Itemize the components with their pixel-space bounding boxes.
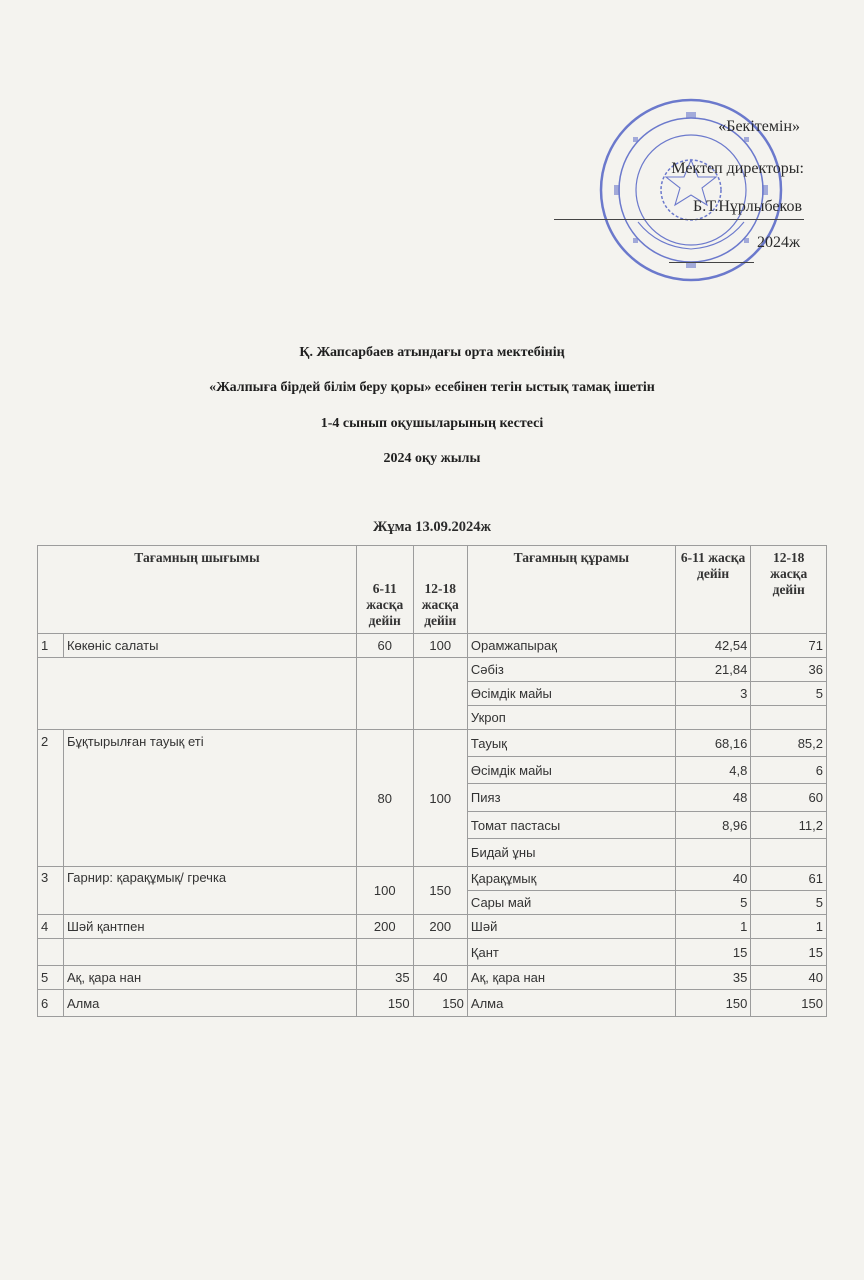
ingredient-name: Қант [467, 939, 675, 966]
signature-line [554, 219, 804, 220]
table-row [38, 966, 827, 990]
header-age-12-18-composition: 12-18 жасқа дейін [751, 546, 827, 634]
ingredient-name: Өсімдік майы [467, 682, 675, 706]
empty-cell [356, 658, 413, 730]
ingredient-12-18: 71 [751, 634, 827, 658]
ingredient-12-18: 150 [751, 990, 827, 1017]
header-composition: Тағамның құрамы [467, 546, 675, 634]
table-row [38, 634, 827, 658]
table-row [38, 990, 827, 1017]
dish-yield-6-11: 35 [356, 966, 413, 990]
row-number: 2 [38, 730, 64, 867]
ingredient-6-11 [675, 706, 751, 730]
ingredient-12-18: 85,2 [751, 730, 827, 757]
approval-title: «Бекітемін» [718, 118, 800, 135]
ingredient-12-18: 5 [751, 891, 827, 915]
row-number: 1 [38, 634, 64, 658]
table-header-row [38, 546, 827, 634]
dish-name: Шәй қантпен [63, 915, 356, 939]
dish-yield-12-18: 100 [413, 634, 467, 658]
table-row [38, 915, 827, 939]
ingredient-6-11: 42,54 [675, 634, 751, 658]
ingredient-name: Алма [467, 990, 675, 1017]
dish-name: Алма [63, 990, 356, 1017]
ingredient-name: Сәбіз [467, 658, 675, 682]
dish-yield-12-18: 150 [413, 867, 467, 915]
empty-cell [63, 939, 356, 966]
ingredient-12-18: 15 [751, 939, 827, 966]
fund-heading: «Жалпыға бірдей білім беру қоры» есебінен тегін ыстық тамақ ішетін [209, 380, 655, 395]
empty-cell [413, 658, 467, 730]
ingredient-name: Укроп [467, 706, 675, 730]
ingredient-6-11: 8,96 [675, 812, 751, 839]
empty-cell [356, 939, 413, 966]
dish-name: Ақ, қара нан [63, 966, 356, 990]
dish-yield-12-18: 100 [413, 730, 467, 867]
header-age-6-11-composition: 6-11 жасқа дейін [675, 546, 751, 634]
dish-name: Гарнир: қарақұмық/ гречка [63, 867, 356, 915]
ingredient-6-11: 35 [675, 966, 751, 990]
ingredient-12-18 [751, 839, 827, 867]
director-label: Мектеп директоры: [671, 160, 804, 177]
empty-cell [38, 658, 357, 730]
ingredient-12-18: 11,2 [751, 812, 827, 839]
dish-yield-12-18: 150 [413, 990, 467, 1017]
ingredient-6-11: 5 [675, 891, 751, 915]
dish-yield-12-18: 200 [413, 915, 467, 939]
ingredient-6-11: 21,84 [675, 658, 751, 682]
row-number: 4 [38, 915, 64, 939]
ingredient-name: Сары май [467, 891, 675, 915]
ingredient-name: Шәй [467, 915, 675, 939]
ingredient-name: Орамжапырақ [467, 634, 675, 658]
ingredient-name: Пияз [467, 784, 675, 812]
empty-cell [38, 939, 64, 966]
ingredient-12-18: 60 [751, 784, 827, 812]
ingredient-12-18: 6 [751, 757, 827, 784]
dish-yield-6-11: 80 [356, 730, 413, 867]
grades-heading: 1-4 сынып оқушыларының кестесі [320, 416, 544, 431]
ingredient-6-11: 68,16 [675, 730, 751, 757]
year-heading: 2024 оқу жылы [383, 451, 481, 466]
ingredient-name: Томат пастасы [467, 812, 675, 839]
ingredient-12-18: 1 [751, 915, 827, 939]
ingredient-name: Қарақұмық [467, 867, 675, 891]
table-row [38, 658, 827, 682]
director-name: Б.Т.Нұрлыбеков [693, 198, 802, 215]
ingredient-6-11: 40 [675, 867, 751, 891]
approval-year: 2024ж [756, 234, 800, 251]
dish-name: Бұқтырылған тауық еті [63, 730, 356, 867]
ingredient-12-18: 40 [751, 966, 827, 990]
menu-table [37, 545, 827, 1017]
ingredient-name: Тауық [467, 730, 675, 757]
ingredient-6-11: 3 [675, 682, 751, 706]
ingredient-6-11: 150 [675, 990, 751, 1017]
row-number: 5 [38, 966, 64, 990]
row-number: 3 [38, 867, 64, 915]
dish-name: Көкөніс салаты [63, 634, 356, 658]
dish-yield-6-11: 60 [356, 634, 413, 658]
table-row [38, 730, 827, 757]
ingredient-name: Бидай ұны [467, 839, 675, 867]
ingredient-6-11: 1 [675, 915, 751, 939]
table-row [38, 939, 827, 966]
day-date: Жұма 13.09.2024ж [372, 519, 491, 535]
dish-yield-6-11: 150 [356, 990, 413, 1017]
date-line [669, 262, 754, 263]
dish-yield-12-18: 40 [413, 966, 467, 990]
dish-yield-6-11: 200 [356, 915, 413, 939]
table-row [38, 867, 827, 891]
ingredient-6-11 [675, 839, 751, 867]
ingredient-12-18: 36 [751, 658, 827, 682]
row-number: 6 [38, 990, 64, 1017]
ingredient-name: Өсімдік майы [467, 757, 675, 784]
header-dish-name: Тағамның шығымы [38, 546, 357, 634]
ingredient-6-11: 4,8 [675, 757, 751, 784]
dish-yield-6-11: 100 [356, 867, 413, 915]
ingredient-name: Ақ, қара нан [467, 966, 675, 990]
header-age-12-18: 12-18 жасқа дейін [413, 546, 467, 634]
empty-cell [413, 939, 467, 966]
ingredient-6-11: 48 [675, 784, 751, 812]
ingredient-12-18 [751, 706, 827, 730]
ingredient-6-11: 15 [675, 939, 751, 966]
ingredient-12-18: 61 [751, 867, 827, 891]
ingredient-12-18: 5 [751, 682, 827, 706]
school-heading: Қ. Жапсарбаев атындағы орта мектебінің [299, 345, 565, 360]
header-age-6-11: 6-11 жасқа дейін [356, 546, 413, 634]
